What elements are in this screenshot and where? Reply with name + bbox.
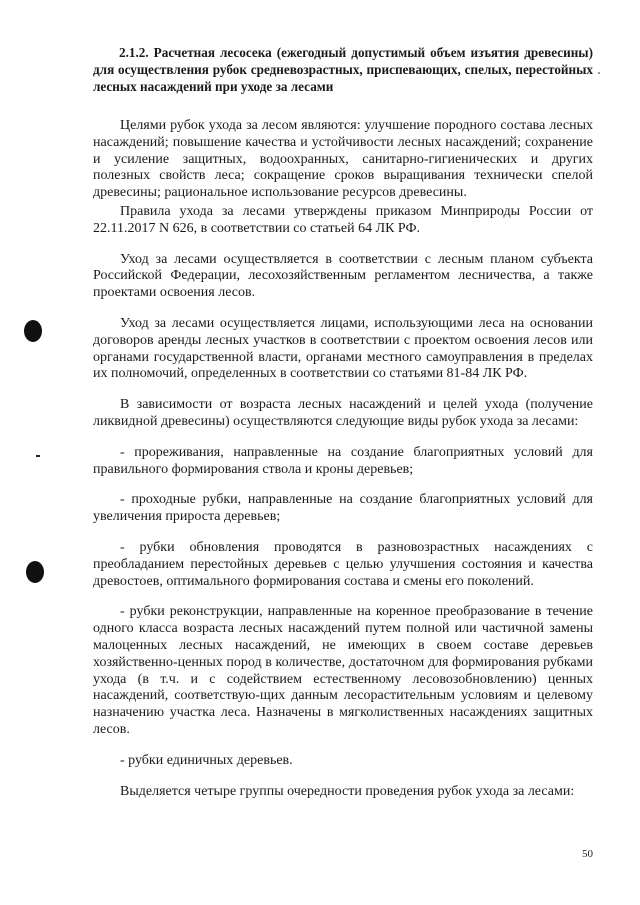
list-item-passage-cuts: - проходные рубки, направленные на создание благоприятных условий для увеличения прироста деревьев;	[93, 492, 593, 525]
list-item-renewal-cuts: - рубки обновления проводятся в разновозрастных насаждениях с преобладанием перестойных деревьев с целью улучшения состояния и качества древостоев, оптимального формирования состава и смены его поколений.	[93, 539, 593, 589]
paragraph-rules: Правила ухода за лесами утверждены приказом Минприроды России от 22.11.2017 N 626, в соответствии со статьей 64 ЛК РФ.	[93, 203, 593, 236]
paragraph-executors: Уход за лесами осуществляется лицами, использующими леса на основании договоров аренды лесных участков в соответствии с проектом освоения лесов или органами государственной власти, органами местного самоуправления в пределах их полномочий, определенных в соответствии со статьями 81-84 ЛК РФ.	[93, 315, 593, 382]
punch-hole-mark	[26, 561, 44, 583]
section-heading: 2.1.2. Расчетная лесосека (ежегодный допустимый объем изъятия древесины) для осуществления рубок средневозрастных, приспевающих, спелых, перестойных лесных насаждений при уходе за лесами	[93, 45, 593, 94]
list-item-single-tree-cuts: - рубки единичных деревьев.	[120, 752, 293, 768]
punch-hole-mark	[24, 320, 42, 342]
document-page	[93, 44, 593, 800]
paragraph-goals: Целями рубок ухода за лесом являются: улучшение породного состава лесных насаждений; повышение качества и устойчивости лесных насаждений; сохранение и усиление защитных, водоохранных, санитарно-гигиенических и других полезных свойств леса; сокращение сроков выращивания технически спелой древесины; рациональное использование ресурсов древесины.	[93, 118, 593, 201]
page-number: 50	[582, 848, 593, 860]
paragraph-priority-groups: Выделяется четыре группы очередности проведения рубок ухода за лесами:	[120, 783, 575, 799]
list-item-thinning: - прореживания, направленные на создание благоприятных условий для правильного формирования ствола и кроны деревьев;	[93, 444, 593, 477]
scan-speck	[36, 455, 40, 457]
paragraph-types-intro: В зависимости от возраста лесных насаждений и целей ухода (получение ликвидной древесины) осуществляются следующие виды рубок ухода за лесами:	[93, 397, 593, 429]
scan-speck	[598, 72, 600, 74]
paragraph-forest-plan: Уход за лесами осуществляется в соответствии с лесным планом субъекта Российской Федерации, лесохозяйственным регламентом лесничества, а также проектами освоения лесов.	[93, 251, 593, 301]
list-item-reconstruction-cuts: - рубки реконструкции, направленные на коренное преобразование в течение одного класса возраста лесных насаждений путем полной или частичной замены малоценных лесных насаждений, не имеющих в своем составе деревьев хозяйственно-ценных пород в количестве, достаточном для формирования рубками ухода (в т.ч. и с содействием естественному лесовозобновлению) ценных насаждений, соответствую-щих данным лесорастительным условиям и целевому назначению участка леса. Назначены в мягколиственных насаждениях защитных лесов.	[93, 604, 593, 737]
